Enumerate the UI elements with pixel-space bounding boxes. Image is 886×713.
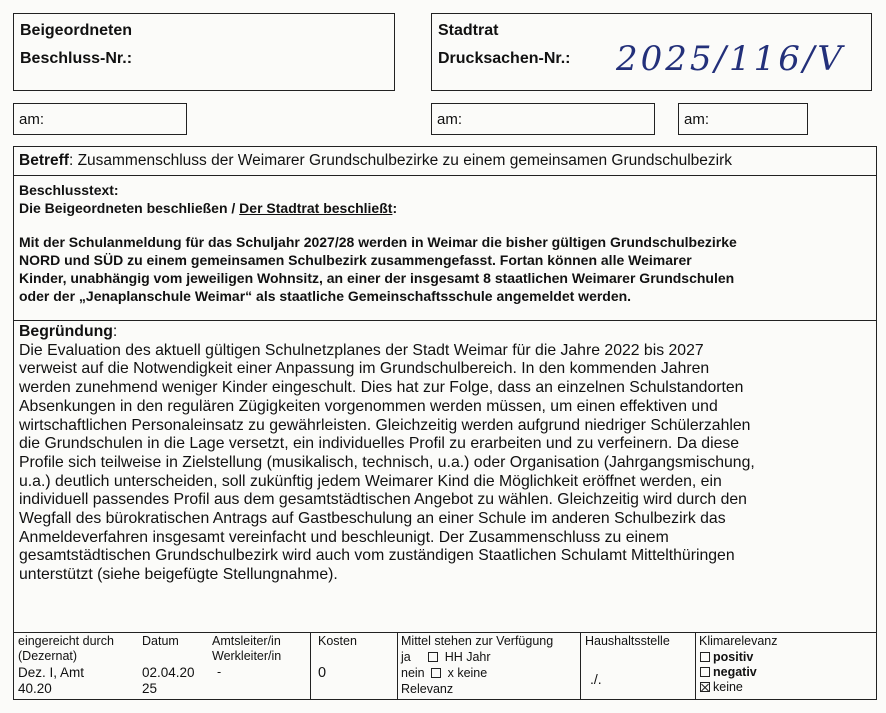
drucksachen-nr-label: Drucksachen-Nr.: bbox=[438, 50, 571, 67]
klima-positiv-label: positiv bbox=[713, 650, 754, 664]
begruendung-label: Begründung bbox=[19, 323, 113, 340]
mittel-ja-checkbox[interactable] bbox=[428, 652, 438, 662]
mittel-nein-row bbox=[401, 666, 487, 681]
begruendung-line: unterstützt (siehe beigefügte Stellungnahme). bbox=[19, 566, 338, 584]
datum-value-2: 25 bbox=[142, 681, 158, 696]
kosten-label: Kosten bbox=[318, 634, 357, 648]
haushalt-label: Haushaltsstelle bbox=[585, 634, 670, 648]
main-content-box bbox=[13, 146, 877, 633]
haushalt-value: ./. bbox=[590, 671, 602, 687]
klima-keine-row bbox=[697, 680, 743, 695]
amtsleiter-label: Amtsleiter/in bbox=[212, 634, 281, 648]
amtsleiter-value: - bbox=[217, 665, 222, 679]
begruendung-colon: : bbox=[112, 323, 118, 340]
begruendung-line: Wegfall des bürokratischen Antrags auf Gastbeschulung an einer Schule im anderen Schulbezirk das bbox=[19, 510, 726, 528]
divider bbox=[695, 632, 696, 699]
klima-negativ-label: negativ bbox=[713, 665, 757, 679]
betreff-line bbox=[19, 152, 870, 170]
betreff-text: : Zusammenschluss der Weimarer Grundschulbezirke zu einem gemeinsamen Grundschulbezirk bbox=[68, 152, 732, 169]
klima-keine-label: keine bbox=[713, 680, 743, 694]
begruendung-line: werden zunehmend weniger Kinder eingeschult. Dies hat zur Folge, dass an einzelnen Schulstandorten bbox=[19, 379, 744, 397]
mittel-label: Mittel stehen zur Verfügung bbox=[401, 634, 554, 648]
am-label: am: bbox=[684, 111, 710, 128]
begruendung-line: wirtschaftlichen Personaleinsatz zu gewährleisten. Gleichzeitig werden aufgrund niedriger Schülerzahlen bbox=[19, 416, 751, 434]
begruendung-line: individuell passendes Profil aus dem gesamtstädtischen Angebot zu wählen. Gleichzeitig wird durch den bbox=[19, 491, 747, 509]
mittel-relevanz: Relevanz bbox=[401, 682, 454, 696]
stadtrat-title: Stadtrat bbox=[438, 22, 499, 39]
begruendung-line: gesamtstädtischen Grundschulbezirk wird auch vom zuständigen Staatlichen Schulamt Mittelthüringen bbox=[19, 547, 735, 565]
eingereicht-label: eingereicht durch bbox=[18, 634, 114, 648]
datum-label: Datum bbox=[142, 634, 179, 648]
begruendung-line: Die Evaluation des aktuell gültigen Schulnetzplanes der Stadt Weimar für die Jahre 2022 bis 2027 bbox=[19, 341, 704, 359]
mittel-ja-label: ja bbox=[401, 650, 411, 664]
beschluss-text-line: Mit der Schulanmeldung für das Schuljahr 2027/28 werden in Weimar die bisher gültigen Grundschulbezirke bbox=[19, 234, 737, 250]
eingereicht-label-2: (Dezernat) bbox=[18, 649, 78, 663]
am-field-stadtrat-1[interactable] bbox=[431, 103, 655, 135]
beigeordneten-title: Beigeordneten bbox=[20, 22, 133, 39]
beschluss-intro-part3: : bbox=[392, 200, 398, 216]
begruendung-line: verweist auf die Notwendigkeit einer Anpassung im Grundschulbereich. In den kommenden Jahren bbox=[19, 360, 710, 378]
divider bbox=[14, 320, 876, 321]
klima-positiv-checkbox[interactable] bbox=[700, 652, 710, 662]
mittel-ja-row bbox=[401, 650, 491, 665]
divider bbox=[580, 632, 581, 699]
betreff-label: Betreff bbox=[19, 152, 69, 169]
begruendung-section bbox=[19, 323, 870, 585]
mittel-nein-checkbox[interactable] bbox=[431, 668, 441, 678]
mittel-nein-label: nein bbox=[401, 666, 425, 680]
beschlusstext-section bbox=[19, 181, 870, 305]
begruendung-line: Anmeldeverfahren insgesamt vereinfacht und beschleunigt. Der Zusammenschluss zu einem bbox=[19, 528, 669, 546]
am-label: am: bbox=[437, 111, 463, 128]
klima-label: Klimarelevanz bbox=[699, 634, 778, 648]
klima-positiv-row bbox=[697, 650, 753, 665]
am-field-stadtrat-2[interactable] bbox=[678, 103, 808, 135]
beschluss-text-line: Kinder, unabhängig vom jeweiligen Wohnsitz, an einer der insgesamt 8 staatlichen Weimarer Grundschulen bbox=[19, 270, 735, 286]
beschluss-text-line: NORD und SÜD zu einem gemeinsamen Schulbezirk zusammengefasst. Fortan können alle Weimarer bbox=[19, 252, 692, 268]
kosten-value: 0 bbox=[318, 665, 327, 681]
mittel-keine-label: x keine bbox=[447, 666, 488, 680]
stadtrat-box bbox=[431, 13, 872, 91]
begruendung-line: u.a.) deutlich unterscheiden, soll zukünftig jedem Weimarer Kind die Möglichkeit eröffnet werden, ein bbox=[19, 472, 722, 490]
am-field-beigeordnete[interactable] bbox=[13, 103, 187, 135]
mittel-hh-label: HH Jahr bbox=[444, 650, 491, 664]
beschluss-nr-label: Beschluss-Nr.: bbox=[20, 50, 133, 67]
beschlusstext-label: Beschlusstext: bbox=[19, 182, 119, 198]
beschluss-intro bbox=[19, 199, 870, 217]
drucksachen-nr-handwritten: 2025/116/V bbox=[616, 39, 845, 79]
klima-negativ-row bbox=[697, 665, 757, 680]
footer-table bbox=[13, 632, 877, 700]
begruendung-line: Profile sich teilweise in Zielstellung (musikalisch, technisch, u.a.) oder Organisation (Jahrgangsmischung, bbox=[19, 453, 755, 471]
beschluss-intro-part1: Die Beigeordneten beschließen / bbox=[19, 200, 240, 216]
beschluss-text-line: oder der „Jenaplanschule Weimar“ als staatliche Gemeinschaftsschule angemeldet werden. bbox=[19, 288, 632, 304]
beschluss-intro-part2: Der Stadtrat beschließt bbox=[239, 200, 393, 216]
divider bbox=[397, 632, 398, 699]
divider bbox=[310, 632, 311, 699]
divider bbox=[14, 175, 876, 176]
begruendung-line: die Grundschulen in die Lage versetzt, ein individuelles Profil zu erarbeiten und zu verfeinern. Da diese bbox=[19, 435, 740, 453]
klima-keine-checkbox-checked[interactable] bbox=[700, 682, 710, 692]
eingereicht-value: Dez. I, Amt bbox=[18, 665, 85, 680]
begruendung-line: Absenkungen in den regulären Zügigkeiten vorgenommen werden müssen, um einen effektiven und bbox=[19, 397, 718, 415]
am-label: am: bbox=[19, 111, 45, 128]
beigeordneten-box bbox=[13, 13, 395, 91]
begruendung-heading bbox=[19, 323, 870, 342]
eingereicht-value-2: 40.20 bbox=[18, 681, 52, 696]
klima-negativ-checkbox[interactable] bbox=[700, 667, 710, 677]
amtsleiter-label-2: Werkleiter/in bbox=[212, 649, 282, 663]
datum-value: 02.04.20 bbox=[142, 665, 195, 680]
